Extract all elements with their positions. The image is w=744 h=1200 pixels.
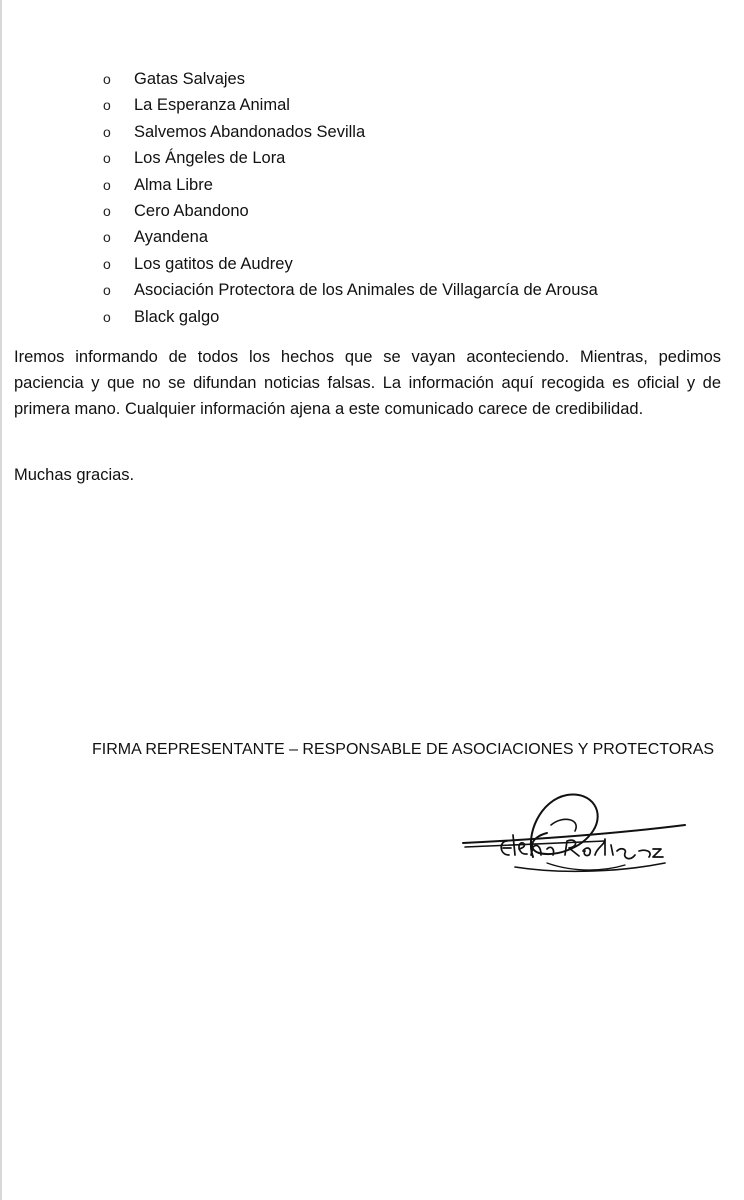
list-item <box>100 251 598 277</box>
list-item-text: Asociación Protectora de los Animales de Villagarcía de Arousa <box>134 281 598 300</box>
list-item <box>100 304 598 330</box>
body-paragraph: Iremos informando de todos los hechos que se vayan aconteciendo. Mientras, pedimos paciencia y que no se difundan noticias falsas. La información aquí recogida es oficial y de primera mano. Cualquier información ajena a este comunicado carece de credibilidad. <box>14 348 721 418</box>
list-item-text: Cero Abandono <box>134 201 249 220</box>
closing-thanks: Muchas gracias. <box>14 466 135 484</box>
list-item <box>100 224 598 250</box>
page-left-edge <box>0 0 2 1200</box>
bullet-circle-icon: o <box>103 71 111 87</box>
handwritten-signature <box>455 785 695 885</box>
bullet-circle-icon: o <box>103 282 111 299</box>
bullet-circle-icon: o <box>103 97 111 114</box>
list-item <box>100 172 598 198</box>
list-item-text: Alma Libre <box>134 175 213 194</box>
list-item <box>100 66 598 92</box>
bullet-circle-icon: o <box>103 255 111 272</box>
bullet-circle-icon: o <box>103 123 111 140</box>
association-list <box>100 66 598 330</box>
list-item-text: Gatas Salvajes <box>134 70 245 88</box>
list-item-text: La Esperanza Animal <box>134 96 290 115</box>
list-item-text: Salvemos Abandonados Sevilla <box>134 122 366 141</box>
bullet-circle-icon: o <box>103 150 111 167</box>
list-item <box>100 92 598 118</box>
list-item <box>100 198 598 224</box>
signature-caption: FIRMA REPRESENTANTE – RESPONSABLE DE ASOCIACIONES Y PROTECTORAS <box>92 741 715 758</box>
list-item-text: Black galgo <box>134 307 220 326</box>
bullet-circle-icon: o <box>103 202 111 219</box>
list-item-text: Ayandena <box>134 228 209 247</box>
list-item-text: Los Ángeles de Lora <box>134 149 286 168</box>
list-item <box>100 145 598 171</box>
bullet-circle-icon: o <box>103 176 111 193</box>
list-item <box>100 277 598 303</box>
bullet-circle-icon: o <box>103 308 111 325</box>
list-item <box>100 119 598 145</box>
bullet-circle-icon: o <box>103 229 111 246</box>
list-item-text: Los gatitos de Audrey <box>134 254 293 273</box>
